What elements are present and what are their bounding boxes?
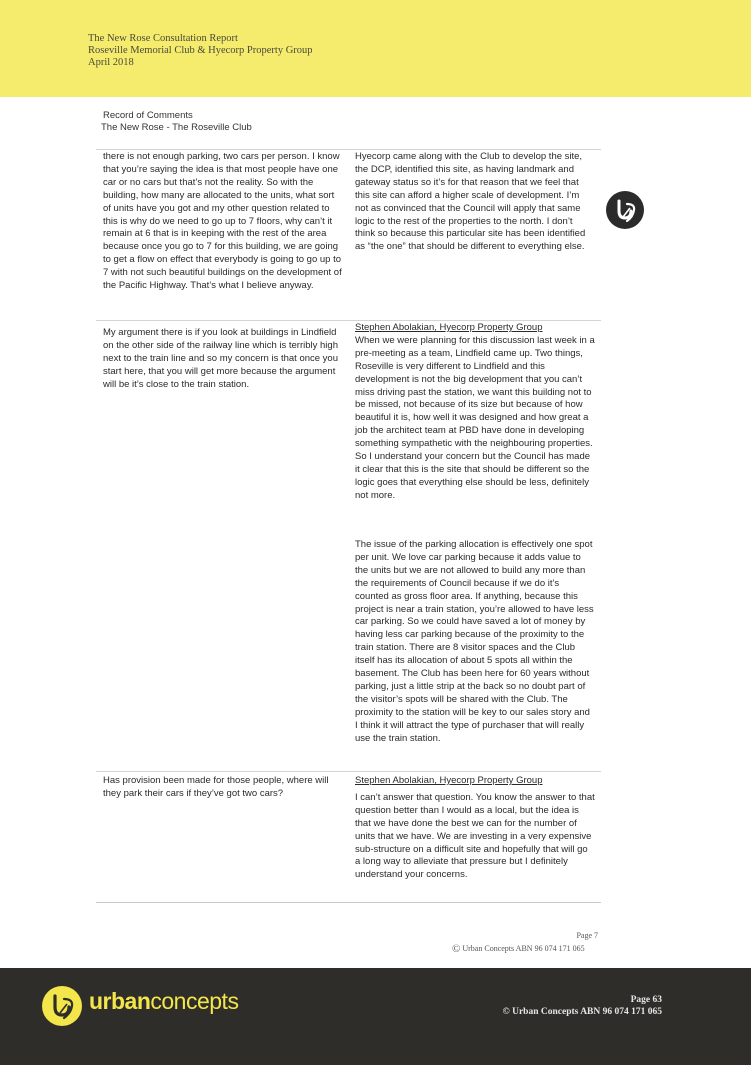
report-parties: Roseville Memorial Club & Hyecorp Property Group (88, 45, 313, 56)
footer-copyright: © Urban Concepts ABN 96 074 171 065 (502, 1007, 662, 1017)
speaker-name: Stephen Abolakian, Hyecorp Property Group (355, 322, 543, 333)
record-subtitle: The New Rose - The Roseville Club (101, 122, 252, 133)
table-row (103, 775, 343, 801)
speaker-name: Stephen Abolakian, Hyecorp Property Group (355, 775, 543, 786)
response-text: When we were planning for this discussion last week in a pre-meeting as a team, Lindfield came up. Two things, Roseville is very different to Lindfield and this development is not the big development that you can’t miss driving past the station, we want this building not to be missed, not because of its size but because of how beautiful it is, how well it was designed and how great a job the architect team at PBD have done in developing something sympathetic with the neighbouring properties. So I understand your concern but the Council has made it clear that this is the site that should be different so the logic goes that everything else should be less, definitely not more. (355, 334, 595, 501)
report-title: The New Rose Consultation Report (88, 33, 238, 44)
response-text: I can’t answer that question. You know the answer to that question better than I would as a local, but the idea is that we have done the best we can for the number of units that we have. We are investing in a very expensive sub-structure on a difficult site and hopefully that will go a long way to alleviate that pressure but I definitely understand your concerns. (355, 791, 595, 881)
inner-page-number: Page 7 (576, 931, 598, 940)
table-row (355, 322, 595, 503)
brand-wordmark (89, 988, 238, 1015)
response-text: The issue of the parking allocation is effectively one spot per unit. We love car parking because it adds value to the units but we are not allowed to build any more than the requirements of Council because if we do it’s counted as gross floor area. If anything, because this project is near a train station, you’re allowed to have less car parking. So we could have saved a lot of money by having less car parking because of the proximity to the train station. There are 8 visitor spaces and the Club itself has its allocation of about 5 spots all within the basement. The Club has been here for 60 years without parking, just a little strip at the back so no doubt part of the visitor’s spots will be shared with the Club. The proximity to the station will be key to our sales story and I think it will attract the type of purchaser that will really use the train station. (355, 539, 594, 744)
report-header (88, 33, 313, 69)
inner-copyright (452, 943, 585, 955)
comment-text: My argument there is if you look at buildings in Lindfield on the other side of the railway line which is terribly high next to the train line and so my concern is that once you start here, that you will get more because the argument will be it’s close to the train station. (103, 327, 338, 390)
record-heading (103, 110, 252, 134)
record-title: Record of Comments (103, 110, 193, 121)
footer-page-number: Page 63 (630, 995, 662, 1005)
table-divider (96, 149, 601, 150)
table-row (103, 151, 343, 293)
comment-text: there is not enough parking, two cars per person. I know that you’re saying the idea is that most people have one car or no cars but that’s not the reality. So with the building, how many are allocated to the units, what sort of units have you got and my other question related to this is why do we need to go up to 7 floors, why can’t it remain at 6 that is in keeping with the rest of the area because once you go to 7 for this building, we are going to get a flow on effect that everybody is going to go up to 7 with not such beautiful buildings on the development of the Pacific Highway. That’s what I believe anyway. (103, 151, 342, 292)
urban-concepts-logo-icon (606, 191, 644, 229)
table-divider (96, 771, 601, 772)
brand-bold: urban (89, 988, 151, 1014)
footer-logo-icon (42, 986, 82, 1026)
table-divider (96, 320, 601, 321)
table-row (103, 327, 343, 392)
inner-copyright-text: Urban Concepts ABN 96 074 171 065 (462, 944, 585, 953)
table-row (355, 539, 595, 746)
brand-rest: concepts (150, 988, 239, 1014)
table-row (355, 151, 595, 254)
report-date: April 2018 (88, 57, 134, 68)
table-row (355, 775, 595, 882)
response-text: Hyecorp came along with the Club to develop the site, the DCP, identified this site, as having landmark and gateway status so it’s for that reason that we feel that this site can afford a higher scale of development. I’m not as convinced that the Council will apply that same logic to the rest of the properties to the north. I don’t think so because this particular site has been identified as “the one” that should be different to everything else. (355, 151, 586, 253)
copyright-icon: © (452, 943, 461, 955)
comment-text: Has provision been made for those people, where will they park their cars if they’ve got two cars? (103, 775, 329, 799)
table-divider (96, 902, 601, 903)
